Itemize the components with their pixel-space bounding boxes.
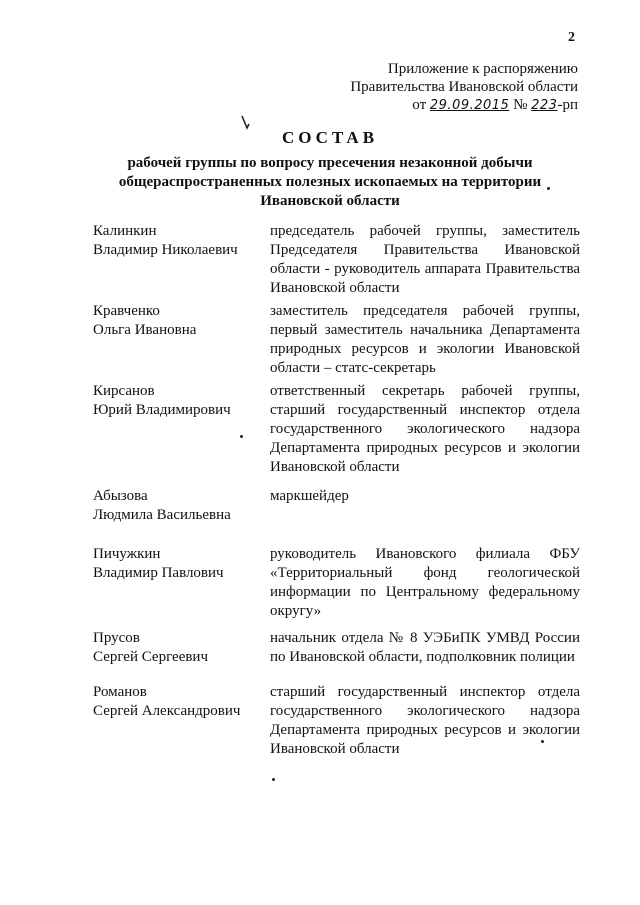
appendix-line-1: Приложение к распоряжению [387, 61, 578, 77]
member-entry [93, 487, 583, 545]
date-prefix: от [412, 97, 427, 113]
member-given-names: Людмила Васильевна [93, 507, 231, 523]
member-entry [93, 382, 583, 487]
member-name [93, 487, 270, 545]
member-role: маркшейдер [270, 488, 349, 504]
member-entry [93, 222, 583, 302]
member-name [93, 382, 270, 487]
scan-speck [272, 778, 275, 781]
member-name [93, 222, 270, 302]
scan-speck [541, 740, 544, 743]
member-name [93, 629, 270, 683]
appendix-date-line [350, 96, 578, 115]
member-role: старший государственный инспектор отдела государственного экологического надзора Департамента природных ресурсов и экологии Ивановской области [270, 684, 580, 757]
document-title [80, 128, 580, 211]
member-entry [93, 683, 583, 763]
member-surname: Пичужкин [93, 546, 161, 562]
member-surname: Романов [93, 684, 147, 700]
member-name [93, 683, 270, 763]
member-surname: Калинкин [93, 223, 157, 239]
member-given-names: Владимир Николаевич [93, 242, 238, 258]
member-role: председатель рабочей группы, заместитель Председателя Правительства Ивановской области - руководитель аппарата Правительства Ивановской области [270, 223, 580, 296]
scan-speck [547, 187, 550, 190]
title-subtitle-line-1: рабочей группы по вопросу пресечения незаконной добычи [127, 155, 533, 171]
member-given-names: Сергей Сергеевич [93, 649, 209, 665]
number-prefix: № [513, 97, 528, 113]
member-surname: Абызова [93, 488, 148, 504]
member-entry [93, 302, 583, 382]
member-role: руководитель Ивановского филиала ФБУ «Территориальный фонд геологической информации по Центральному федеральному округу» [270, 546, 580, 619]
member-surname: Кравченко [93, 303, 160, 319]
member-given-names: Юрий Владимирович [93, 402, 231, 418]
member-role: начальник отдела № 8 УЭБиПК УМВД России по Ивановской области, подполковник полиции [270, 630, 580, 665]
member-entry [93, 545, 583, 629]
page-number: 2 [568, 30, 575, 45]
title-subtitle-line-2: общераспространенных полезных ископаемых на территории [118, 174, 542, 190]
member-role: ответственный секретарь рабочей группы, старший государственный инспектор отдела государственного экологического надзора Департамента природных ресурсов и экологии Ивановской области [270, 383, 580, 475]
member-list [93, 222, 583, 763]
handwritten-date: 29.09.2015 [429, 98, 510, 113]
title-subtitle-line-3: Ивановской области [260, 193, 400, 209]
member-entry [93, 629, 583, 683]
appendix-header [350, 60, 578, 115]
member-surname: Прусов [93, 630, 140, 646]
handwritten-number: 223 [531, 98, 558, 113]
title-heading: СОСТАВ [281, 128, 379, 147]
member-name [93, 545, 270, 629]
number-suffix: -рп [557, 97, 578, 113]
member-given-names: Ольга Ивановна [93, 322, 197, 338]
member-role: заместитель председателя рабочей группы, первый заместитель начальника Департамента природных ресурсов и экологии Ивановской области – статс-секретарь [270, 303, 580, 376]
scan-speck [240, 435, 243, 438]
member-given-names: Владимир Павлович [93, 565, 224, 581]
member-name [93, 302, 270, 382]
appendix-line-2: Правительства Ивановской области [350, 79, 578, 95]
member-surname: Кирсанов [93, 383, 155, 399]
member-given-names: Сергей Александрович [93, 703, 241, 719]
